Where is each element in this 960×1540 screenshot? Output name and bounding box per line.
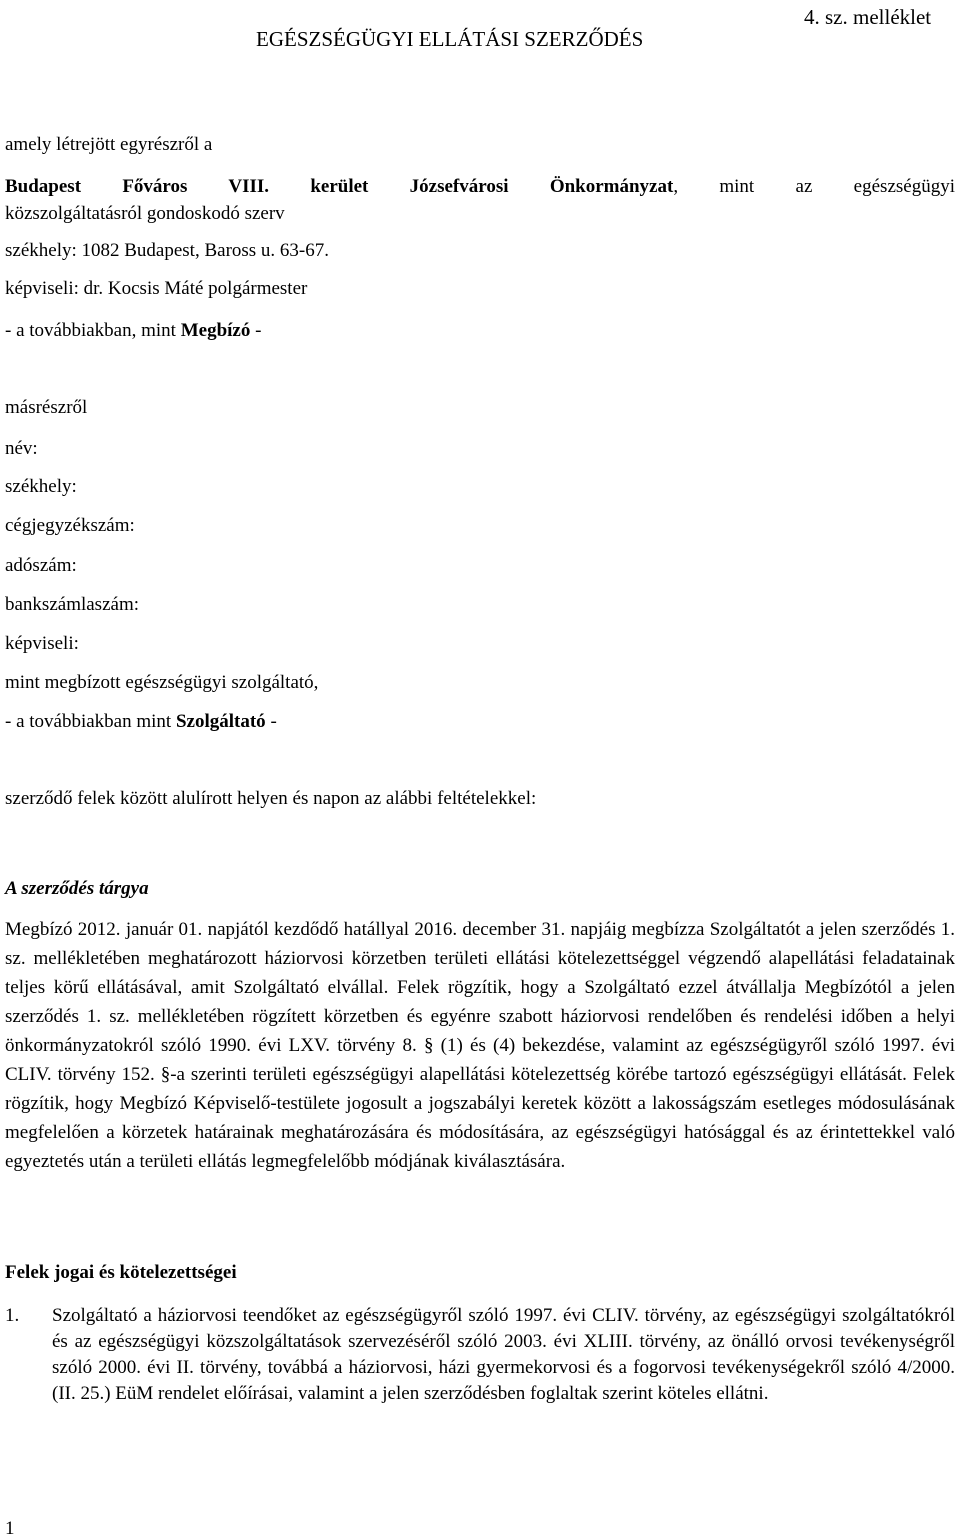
list-item-number: 1.: [5, 1305, 20, 1326]
party1-role: [5, 320, 261, 342]
party1-intro: amely létrejött egyrészről a: [5, 134, 213, 155]
party2-role-prefix: - a továbbiakban mint: [5, 711, 176, 732]
section1-heading: A szerződés tárgya: [5, 878, 149, 899]
party2-field-bank: bankszámlaszám:: [5, 594, 140, 615]
conditions-text: szerződő felek között alulírott helyen és napon az alábbi feltételekkel:: [5, 788, 537, 809]
party1-name-line2: közszolgáltatásról gondoskodó szerv: [5, 203, 285, 224]
party2-intro: másrészről: [5, 397, 88, 418]
page-number: 1: [5, 1518, 15, 1539]
party1-seat: székhely: 1082 Budapest, Baross u. 63-67.: [5, 240, 330, 261]
party1-name-bold: Budapest Főváros VIII. kerület Józsefvárosi Önkormányzat: [5, 176, 674, 197]
section2-heading: Felek jogai és kötelezettségei: [5, 1262, 237, 1283]
document-title: EGÉSZSÉGÜGYI ELLÁTÁSI SZERZŐDÉS: [256, 27, 644, 51]
party2-role-suffix: -: [265, 711, 277, 732]
party2-field-seat: székhely:: [5, 476, 77, 497]
party2-field-name: név:: [5, 438, 38, 459]
party2-role: [5, 711, 277, 733]
list-item-text: Szolgáltató a háziorvosi teendőket az egészségügyről szóló 1997. évi CLIV. törvény, az egészségügyi szolgáltatókról és az egészségügyi közszolgáltatások szervezéséről szóló 2003. évi XLIII. törvény, az önálló orvosi tevékenységről szóló 2000. évi II. törvény, továbbá a háziorvosi, házi gyermekorvosi és a fogorvosi tevékenységekről szóló 4/2000. (II. 25.) EüM rendelet előírásai, valamint a jelen szerződésben foglaltak szerint köteles ellátni.: [52, 1305, 955, 1404]
party1-name-rest-line1: , mint az egészségügyi: [673, 176, 955, 197]
party1-name: [5, 173, 955, 227]
party2-field-registry: cégjegyzékszám:: [5, 515, 135, 536]
section1-body: Megbízó 2012. január 01. napjától kezdődő hatállyal 2016. december 31. napjáig megbízza Szolgáltatót a jelen szerződés 1. sz. mellékletében meghatározott háziorvosi körzetben területi ellátási kötelezettséggel végzendő alapellátási feladatainak teljes körű ellátásával, amit Szolgáltató elvállal. Felek rögzítik, hogy a Szolgáltató ezzel átvállalja Megbízótól a jelen szerződés 1. sz. mellékletében rögzített körzetben és egyénre szabott háziorvosi rendelőben és rendelési időben a helyi önkormányzatokról szóló 1990. évi LXV. törvény 8. § (1) és (4) bekezdése, valamint az egészségügyről szóló 1997. évi CLIV. törvény 152. §-a szerinti területi egészségügyi alapellátási kötelezettség körébe tartozó egészségügyi ellátását. Felek rögzítik, hogy Megbízó Képviselő-testülete jogosult a jogszabályi keretek között a lakosságszám esetleges módosulásának megfelelően a körzetek határainak meghatározására és módosítására, az egészségügyi hatósággal és az érintettekkel való egyeztetés után a területi ellátás legmegfelelőbb módjának kiválasztására.: [5, 919, 955, 1172]
party2-field-tax: adószám:: [5, 555, 77, 576]
annex-label: 4. sz. melléklet: [804, 5, 932, 29]
party1-role-prefix: - a továbbiakban, mint: [5, 320, 181, 341]
party1-representative: képviseli: dr. Kocsis Máté polgármester: [5, 278, 308, 299]
party1-name-line1: [5, 173, 955, 200]
party2-field-rep: képviseli:: [5, 633, 79, 654]
party1-role-bold: Megbízó: [180, 320, 251, 341]
party2-as: mint megbízott egészségügyi szolgáltató,: [5, 672, 319, 693]
party2-role-bold: Szolgáltató: [175, 711, 266, 732]
party1-role-suffix: -: [250, 320, 262, 341]
